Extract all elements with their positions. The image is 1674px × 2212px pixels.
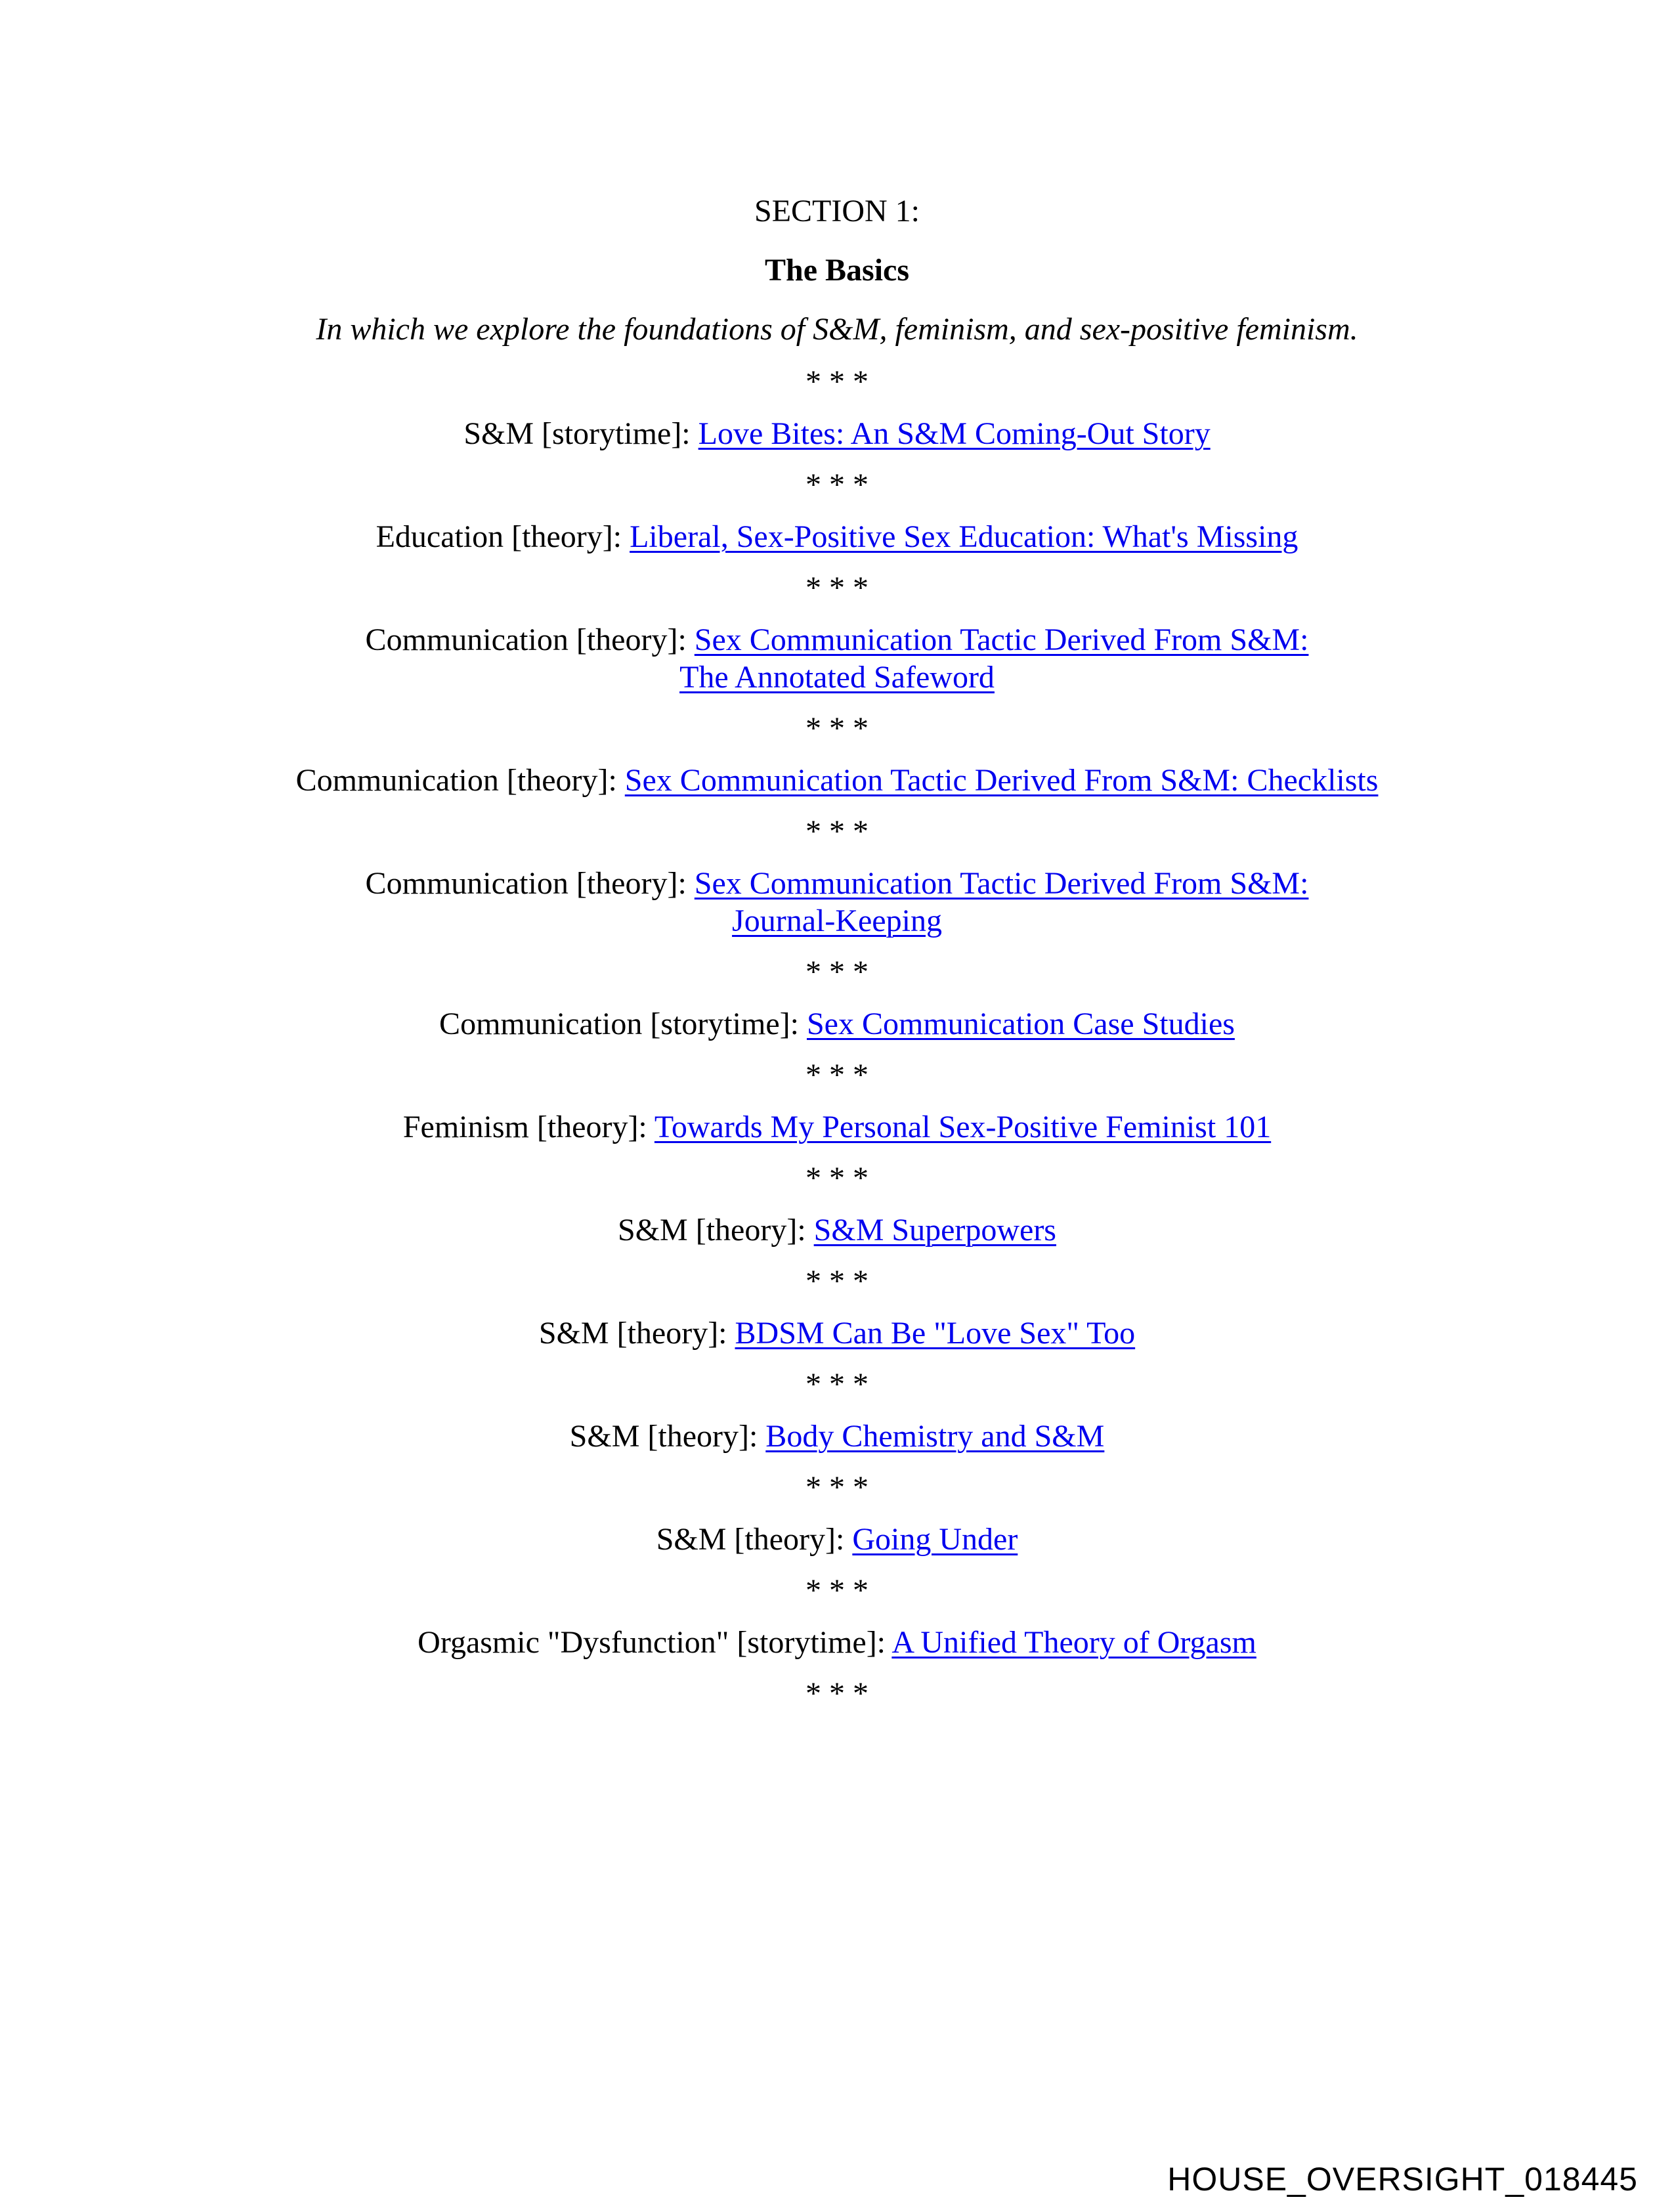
entry-category: Communication [theory]:: [365, 622, 695, 657]
toc-entry: [217, 1418, 1457, 1455]
separator: * * *: [805, 467, 869, 502]
toc-entry: [217, 762, 1457, 799]
entry-category: Communication [theory]:: [295, 763, 625, 798]
separator: * * *: [805, 571, 869, 605]
toc-entry: [217, 621, 1457, 696]
entry-link[interactable]: BDSM Can Be "Love Sex" Too: [735, 1316, 1136, 1351]
separator: * * *: [805, 1676, 869, 1711]
entry-link[interactable]: Sex Communication Tactic Derived From S&M: Journal-Keeping: [694, 866, 1309, 938]
entry-category: Education [theory]:: [376, 519, 630, 554]
entry-link[interactable]: Sex Communication Tactic Derived From S&M: Checklists: [624, 763, 1379, 798]
entry-category: S&M [theory]:: [618, 1213, 814, 1247]
toc-entry: [217, 1624, 1457, 1661]
entry-link[interactable]: S&M Superpowers: [813, 1213, 1056, 1247]
separator: * * *: [805, 814, 869, 849]
section-intro: In which we explore the foundations of S&M, feminism, and sex-positive feminism.: [316, 312, 1358, 347]
entry-link[interactable]: Towards My Personal Sex-Positive Feminist 101: [654, 1110, 1272, 1144]
separator: * * *: [805, 711, 869, 746]
toc-entry: [217, 518, 1457, 555]
entry-category: Communication [storytime]:: [439, 1007, 807, 1041]
toc-entry: [217, 1005, 1457, 1043]
separator: * * *: [805, 1264, 869, 1299]
entry-link[interactable]: A Unified Theory of Orgasm: [891, 1625, 1256, 1660]
section-title: The Basics: [764, 253, 910, 288]
entry-link[interactable]: Liberal, Sex-Positive Sex Education: What's Missing: [630, 519, 1298, 554]
section-label: SECTION 1:: [754, 194, 920, 228]
entry-category: S&M [theory]:: [656, 1522, 853, 1557]
separator: * * *: [805, 955, 869, 989]
entry-link[interactable]: Body Chemistry and S&M: [765, 1419, 1105, 1454]
entry-category: Orgasmic "Dysfunction" [storytime]:: [418, 1625, 892, 1660]
entry-category: S&M [storytime]:: [463, 416, 698, 451]
toc-entry: [217, 1314, 1457, 1352]
separator: * * *: [805, 1573, 869, 1608]
entry-link[interactable]: Love Bites: An S&M Coming-Out Story: [698, 416, 1211, 451]
table-of-contents: [217, 192, 1457, 1727]
entry-link[interactable]: Going Under: [852, 1522, 1018, 1557]
separator: * * *: [805, 1470, 869, 1505]
toc-entry: [217, 1108, 1457, 1146]
bates-stamp: HOUSE_OVERSIGHT_018445: [1167, 2161, 1638, 2198]
toc-entry: [217, 865, 1457, 940]
separator: * * *: [805, 1161, 869, 1196]
entry-link[interactable]: Sex Communication Tactic Derived From S&M: The Annotated Safeword: [679, 622, 1309, 695]
entry-category: S&M [theory]:: [569, 1419, 766, 1454]
toc-entry: [217, 1521, 1457, 1558]
entry-link[interactable]: Sex Communication Case Studies: [806, 1007, 1235, 1041]
separator: * * *: [805, 364, 869, 399]
separator: * * *: [805, 1058, 869, 1093]
entry-category: Communication [theory]:: [365, 866, 695, 901]
toc-entry: [217, 415, 1457, 452]
toc-entry: [217, 1211, 1457, 1249]
entry-category: Feminism [theory]:: [402, 1110, 655, 1144]
entry-category: S&M [theory]:: [538, 1316, 735, 1351]
separator: * * *: [805, 1367, 869, 1402]
